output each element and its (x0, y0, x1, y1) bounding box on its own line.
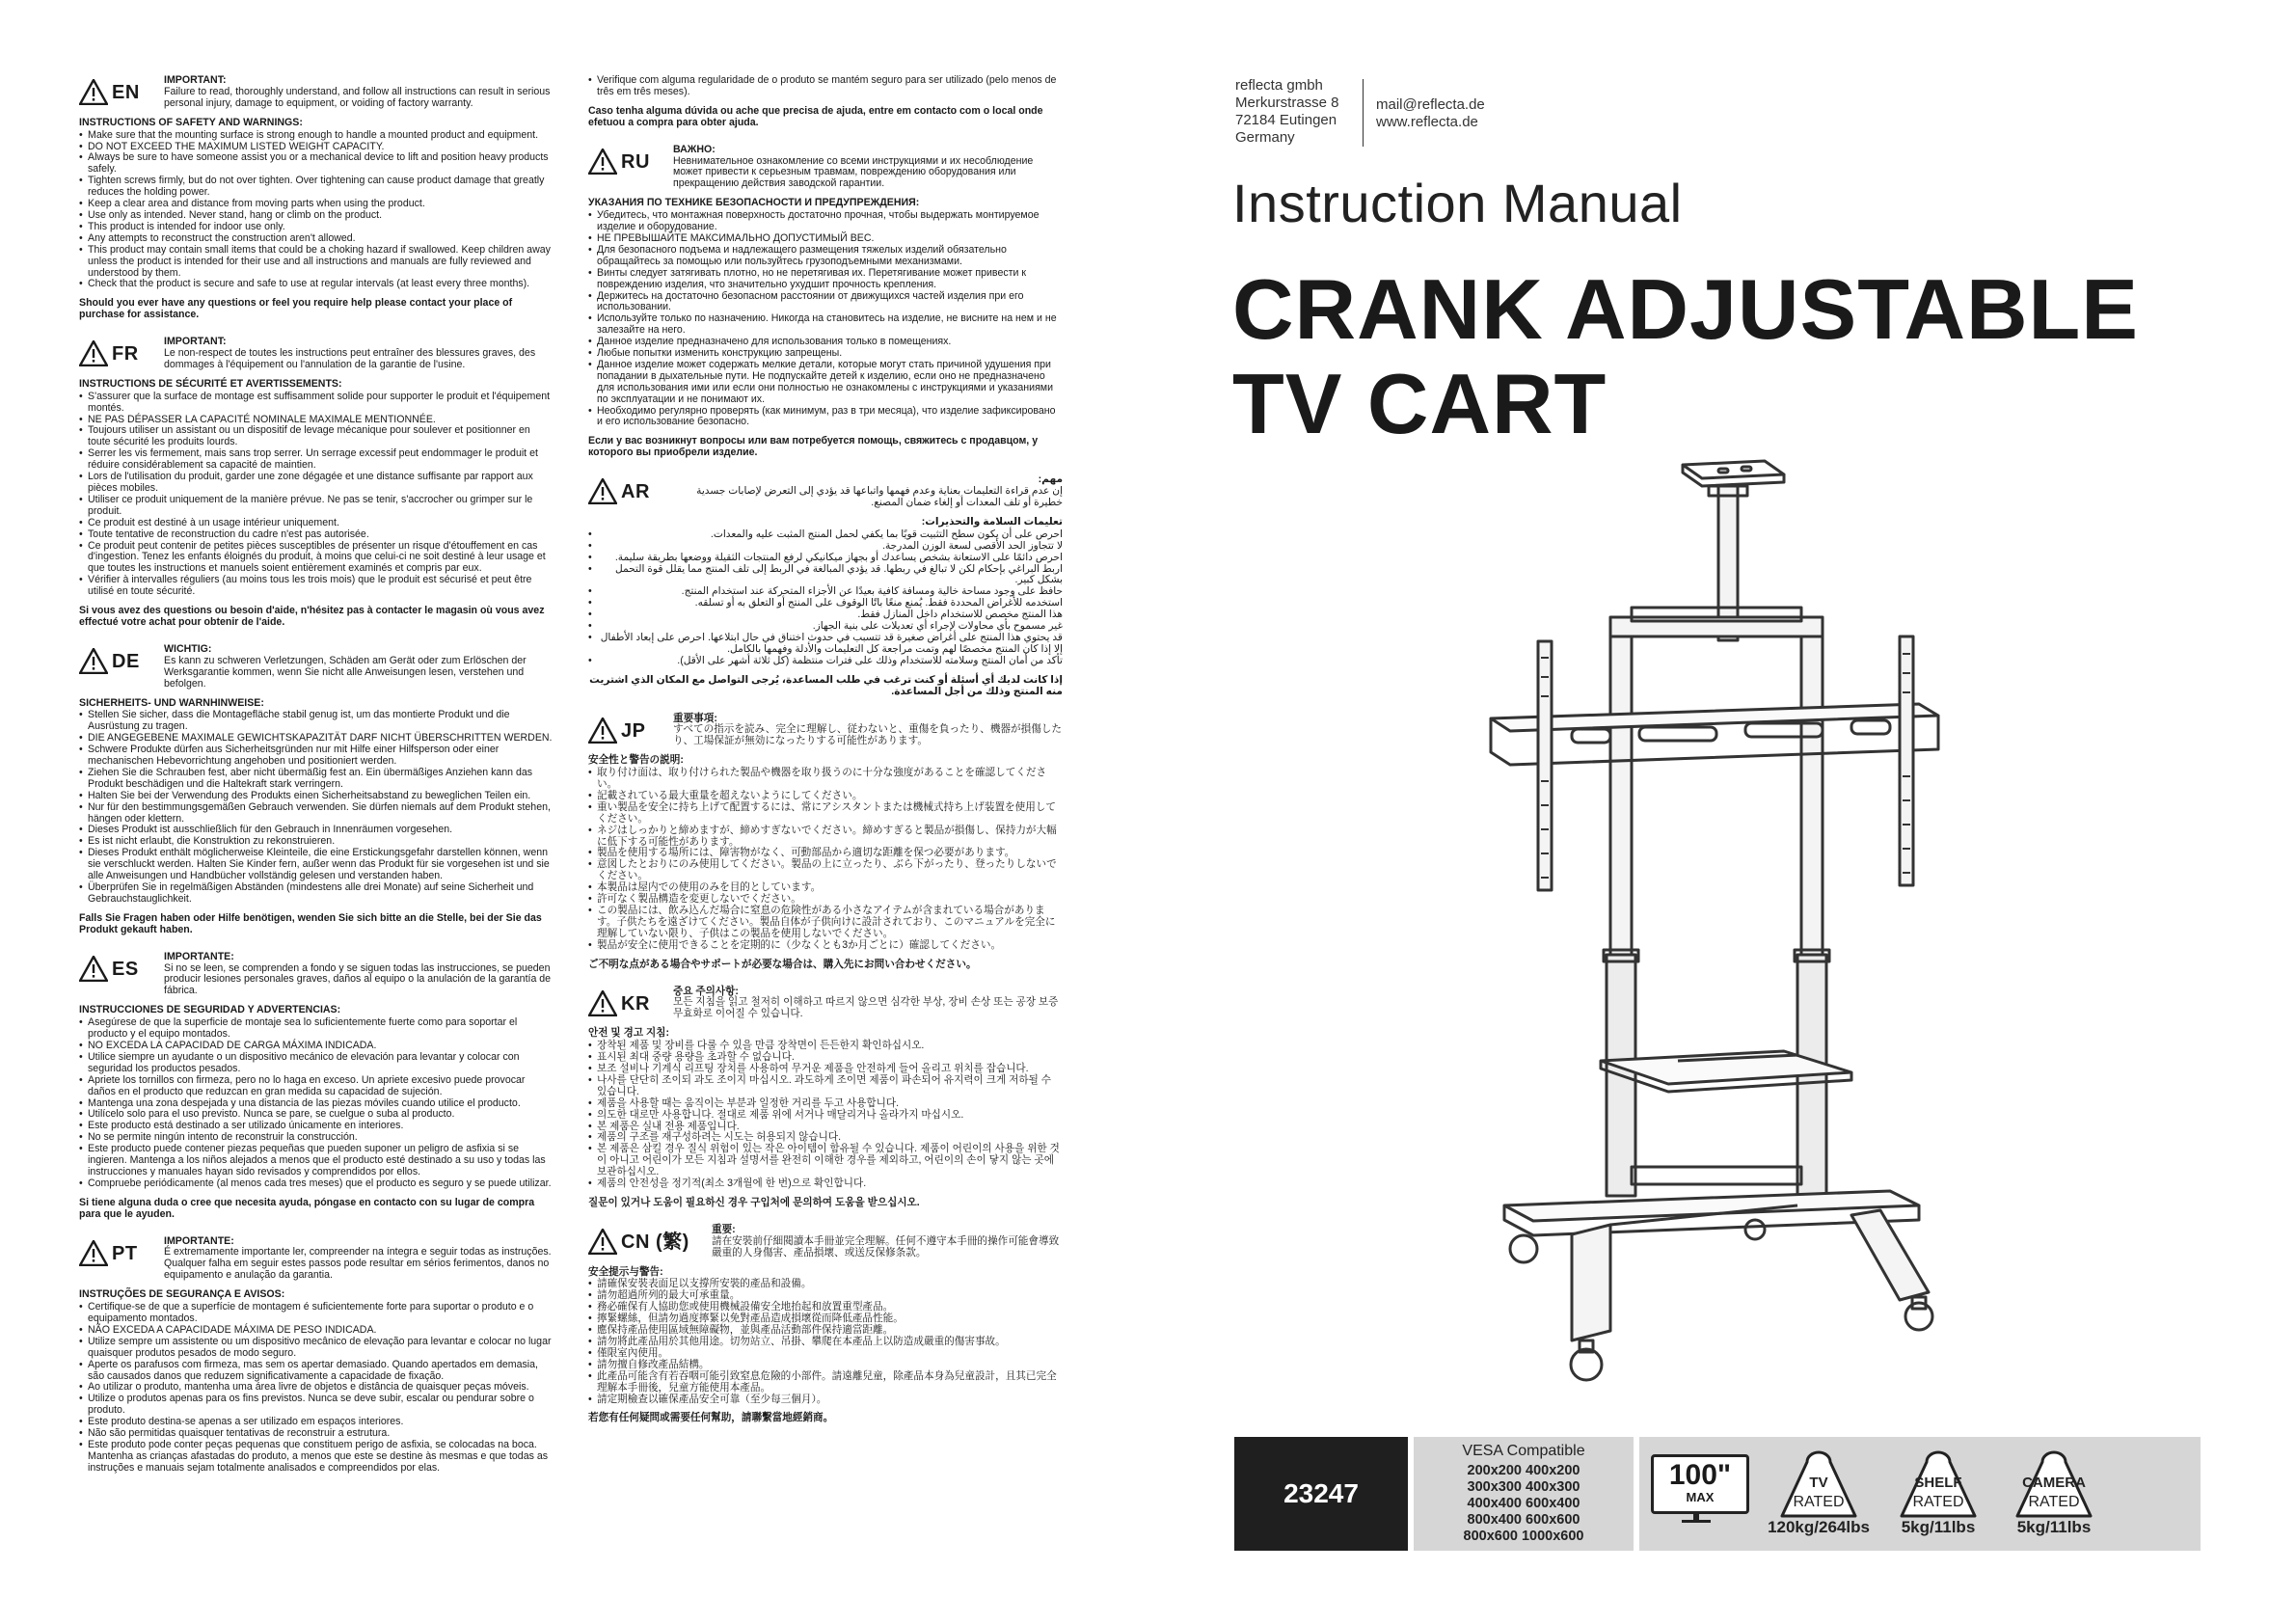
company-address (1235, 77, 1339, 147)
product-title (1232, 262, 2139, 451)
section-ar (588, 474, 1063, 697)
list-item: • 請定期檢查以確保產品安全可靠（至少每三個月）。 (588, 1394, 1063, 1406)
list-item: • حافظ على وجود مساحة خالية ومسافة كافية بعيدًا عن الأجزاء المتحركة عند استخدام المنتج. (588, 586, 1063, 598)
vesa-row: 800x400 600x600 (1467, 1512, 1580, 1528)
list-item: • Este produto destina-se apenas a ser utilizado em espaços interiores. (79, 1417, 554, 1428)
list-item: • Este producto puede contener piezas pequeñas que pueden suponer un peligro de asfixia si se ingieren. Mantenga a los niños alejados a menos que el producto esté destinado a su uso y todas las instrucciones y manuales hayan sido revisados y comprendidos por ellos. (79, 1144, 554, 1178)
list-item: • Asegúrese de que la superficie de montaje sea lo suficientemente fuerte como para soportar el producto y el equipo montados. (79, 1017, 554, 1041)
list-item: • Mantenga una zona despejada y una distancia de las piezas móviles cuando utilice el producto. (79, 1098, 554, 1110)
column-2 (588, 75, 1063, 1440)
list-item: • احرص دائمًا على الاستعانة بشخص يساعدك أو بجهاز ميكانيكي لرفع المنتجات الثقيلة ووضعها بطريقة سليمة. (588, 553, 1063, 564)
closing-text: Если у вас возникнут вопросы или вам потребуется помощь, свяжитесь с продавцом, у которого вы приобрели изделие. (588, 435, 1039, 459)
important-label: WICHTIG: (164, 642, 212, 655)
list-item: • 擰緊螺絲，但請勿過度擰緊以免對產品造成損壞從而降低產品性能。 (588, 1313, 1063, 1325)
list-item: • This product may contain small items that could be a choking hazard if swallowed. Keep children away unless the product is intended for their use and all instructions and manuals are fully reviewed and understood by them. (79, 245, 554, 280)
important-label: 중요 주의사항: (673, 985, 739, 997)
language-code: PT (112, 1242, 138, 1264)
section-jp (588, 714, 1063, 971)
company-country: Germany (1235, 129, 1295, 146)
safety-list (79, 392, 554, 598)
safety-list (79, 1017, 554, 1190)
closing-text: Si vous avez des questions ou besoin d'aide, n'hésitez pas à contacter le magasin où vous avez effectué votre achat pour obtenir de l'aide. (79, 605, 545, 628)
closing-text: إذا كانت لديك أي أسئلة أو كنت ترغب في طلب المساعدة، يُرجى التواصل مع المكان الذي اشتريت منه المنتج وذلك من أجل المساعدة. (589, 673, 1063, 697)
intro-text: すべての指示を読み、完全に理解し、従わないと、重傷を負ったり、機器が損傷したり、工場保証が無効になったりする可能性があります。 (673, 723, 1062, 747)
tv-badge-bottom: RATED (1793, 1494, 1845, 1510)
list-item: • NE PAS DÉPASSER LA CAPACITÉ NOMINALE MAXIMALE MENTIONNÉE. (79, 415, 554, 426)
language-code: EN (112, 82, 140, 103)
list-item: • Utilize sempre um assistente ou um dispositivo mecânico de elevação para levantar e colocar no lugar quaisquer produtos pesados de modo seguro. (79, 1337, 554, 1360)
safety-list (588, 1041, 1063, 1190)
column-1 (79, 75, 554, 1490)
list-item: • 표시된 최대 중량 용량을 초과할 수 없습니다. (588, 1052, 1063, 1064)
warning-icon (588, 149, 617, 175)
company-city: 72184 Eutingen (1235, 112, 1337, 128)
warning-icon (79, 956, 108, 982)
list-item: • Данное изделие предназначено для использования только в помещениях. (588, 337, 1063, 348)
safety-list (588, 75, 1063, 98)
intro-text: Невнимательное ознакомление со всеми инструкциями и их несоблюдение может привести к серьезным травмам, повреждению оборудования или прекращению действия заводской гарантии. (673, 154, 1034, 190)
company-name: reflecta gmbh (1235, 77, 1323, 94)
vesa-row: 300x300 400x300 (1467, 1479, 1580, 1495)
safety-list (79, 710, 554, 905)
list-item: • 請確保安裝表面足以支撐所安裝的產品和設備。 (588, 1279, 1063, 1290)
list-item: • DIE ANGEGEBENE MAXIMALE GEWICHTSKAPAZITÄT DARF NICHT ÜBERSCHRITTEN WERDEN. (79, 733, 554, 744)
list-item: • Este produto pode conter peças pequenas que constituem perigo de asfixia, se colocadas na boca. Mantenha as crianças afastadas do produto, a menos que este se destine às mesmas e que todas as instruções e manuais sejam totalmente analisados e compreendidos por elas. (79, 1440, 554, 1475)
warning-icon (588, 478, 617, 504)
list-item: • 取り付け面は、取り付けられた製品や機器を取り扱うのに十分な強度があることを確認してください。 (588, 768, 1063, 791)
closing-text: Falls Sie Fragen haben oder Hilfe benötigen, wenden Sie sich bitte an die Stelle, bei der Sie das Produkt gekauft haben. (79, 911, 542, 935)
list-item: • Ziehen Sie die Schrauben fest, aber nicht übermäßig fest an. Ein übermäßiges Anziehen kann das Produkt beschädigen und die Haltekraft stark verringern. (79, 768, 554, 791)
language-code: FR (112, 343, 139, 365)
list-item: • 請勿超過所列的最大可承重量。 (588, 1290, 1063, 1302)
list-item: • No se permite ningún intento de reconstruir la construcción. (79, 1132, 554, 1144)
section-heading: 安全提示与警告: (588, 1265, 663, 1278)
list-item: • 製品を使用する場所には、障害物がなく、可動部品から適切な距離を保つ必要があります。 (588, 848, 1063, 859)
vesa-title: VESA Compatible (1462, 1443, 1585, 1459)
intro-text: إن عدم قراءة التعليمات بعناية وعدم فهمها واتباعها قد يؤدي إلى التعرض لإصابات جسدية خطيرة أو تلف المعدات أو إلغاء ضمان المصنع. (696, 485, 1063, 508)
list-item: • Dieses Produkt ist ausschließlich für den Gebrauch in Innenräumen vorgesehen. (79, 825, 554, 836)
section-heading: تعليمات السلامة والتحذيرات: (921, 515, 1063, 528)
important-label: 重要: (712, 1223, 736, 1235)
product-number: 23247 (1234, 1437, 1408, 1551)
list-item: • Este producto está destinado a ser utilizado únicamente en interiores. (79, 1121, 554, 1132)
safety-list (588, 210, 1063, 428)
company-email[interactable]: mail@reflecta.de (1376, 96, 1485, 113)
list-item: • Utilícelo solo para el uso previsto. Nunca se pare, se cuelgue o suba al producto. (79, 1109, 554, 1121)
list-item: • Для безопасного подъема и надлежащего размещения тяжелых изделий обязательно обращайтесь за помощью или пользуйтесь грузоподъемными механизмами. (588, 245, 1063, 268)
list-item: • 제품의 안전성을 정기적(최소 3개월에 한 번)으로 확인합니다. (588, 1178, 1063, 1190)
list-item: • Lors de l'utilisation du produit, garder une zone dégagée et une distance suffisante par rapport aux pièces mobiles. (79, 472, 554, 495)
list-item: • Não são permitidas quaisquer tentativas de reconstruir a estrutura. (79, 1428, 554, 1440)
list-item: • Any attempts to reconstruct the construction aren't allowed. (79, 233, 554, 245)
section-en (79, 75, 554, 321)
section-heading: УКАЗАНИЯ ПО ТЕХНИКЕ БЕЗОПАСНОСТИ И ПРЕДУПРЕЖДЕНИЯ: (588, 197, 920, 209)
list-item: • 務必確保有人協助您或使用機械設備安全地抬起和放置重型產品。 (588, 1302, 1063, 1313)
section-pt-continued (588, 75, 1063, 129)
warning-icon (588, 717, 617, 744)
section-kr (588, 987, 1063, 1209)
section-heading: INSTRUCCIONES DE SEGURIDAD Y ADVERTENCIAS: (79, 1004, 341, 1016)
list-item: • قد يحتوي هذا المنتج على أغراض صغيرة قد تتسبب في حدوث اختناق في حال ابتلاعها. احرص على إبعاد الأطفال إلا إذا كان المنتج مخصصًا لهم وتمت مراجعة كل التعليمات والأدلة وفهمها بالكامل. (588, 633, 1063, 656)
closing-text: 질문이 있거나 도움이 필요하신 경우 구입처에 문의하여 도움을 받으십시오. (588, 1196, 920, 1208)
list-item: • Keep a clear area and distance from moving parts when using the product. (79, 199, 554, 210)
closing-text: Caso tenha alguma dúvida ou ache que precisa de ajuda, entre em contacto com o local onde efetuou a compra para obter ajuda. (588, 104, 1043, 128)
list-item: • 請勿擅自修改產品結構。 (588, 1360, 1063, 1371)
important-label: IMPORTANT: (164, 336, 227, 348)
important-label: IMPORTANTE: (164, 1234, 234, 1247)
list-item: • この製品には、飲み込んだ場合に窒息の危険性がある小さなアイテムが含まれている場合があります。子供たちを遠ざけてください。製品自体が子供向けに設計されており、このマニュアルを完全に理解していない限り、子供はこの製品を使用しないでください。 (588, 906, 1063, 940)
intro-text: É extremamente importante ler, compreender na íntegra e seguir todas as instruções. Qualquer falha em seguir estes passos pode resultar em sérios ferimentos, danos no equipamento e anulação da garantia. (164, 1246, 552, 1282)
rating-icons (1639, 1437, 2201, 1551)
shelf-badge-bottom: RATED (1912, 1494, 1964, 1510)
list-item: • اربط البراغي بإحكام لكن لا تبالغ في ربطها. قد يؤدي المبالغة في الربط إلى تلف المنتج مما يقلل قوة التحمل بشكل كبير. (588, 564, 1063, 587)
list-item: • Vérifier à intervalles réguliers (au moins tous les trois mois) que le produit est sécurisé et peut être utilisé en toute sécurité. (79, 575, 554, 598)
warning-icon (79, 648, 108, 674)
list-item: • 장착된 제품 및 장비를 다룰 수 있을 만큼 장착면이 든든한지 확인하십시오. (588, 1041, 1063, 1052)
list-item: • 僅限室內使用。 (588, 1348, 1063, 1360)
spec-bar (1234, 1437, 2201, 1551)
section-heading: INSTRUCTIONS OF SAFETY AND WARNINGS: (79, 116, 303, 128)
company-street: Merkurstrasse 8 (1235, 95, 1339, 111)
warning-icon (588, 990, 617, 1016)
list-item: • Certifique-se de que a superfície de montagem é suficientemente forte para suportar o produto e o equipamento montados. (79, 1302, 554, 1325)
important-label: 重要事項: (673, 712, 717, 724)
company-website[interactable]: www.reflecta.de (1376, 114, 1478, 130)
list-item: • 意図したとおりにのみ使用してください。製品の上に立ったり、ぶら下がったり、登ったりしないでください。 (588, 859, 1063, 882)
important-label: مهم: (1038, 474, 1063, 486)
intro-text: Es kann zu schweren Verletzungen, Schäden am Gerät oder zum Erlöschen der Werksgarantie kommen, wenn Sie nicht alle Anweisungen lesen, verstehen und befolgen. (164, 654, 527, 690)
list-item: • Винты следует затягивать плотно, но не перетягивая их. Перетягивание может привести к повреждению изделия, что значительно ухудшит прочность крепления. (588, 268, 1063, 291)
list-item: • Apriete los tornillos con firmeza, pero no lo haga en exceso. Un apriete excesivo puede provocar daños en el producto que reduzcan en gran medida su capacidad de sujeción. (79, 1075, 554, 1098)
language-code: ES (112, 958, 139, 980)
shelf-badge-top: SHELF (1914, 1475, 1962, 1491)
list-item: • Stellen Sie sicher, dass die Montagefläche stabil genug ist, um das montierte Produkt und die Ausrüstung zu tragen. (79, 710, 554, 733)
list-item: • S'assurer que la surface de montage est suffisamment solide pour supporter le produit et l'équipement montés. (79, 392, 554, 415)
vesa-compatibility (1414, 1437, 1634, 1551)
intro-text: 모든 지침을 읽고 철저히 이해하고 따르지 않으면 심각한 부상, 장비 손상 또는 공장 보증 무효화로 이어질 수 있습니다. (673, 996, 1059, 1020)
list-item: • 제품의 구조를 재구성하려는 시도는 허용되지 않습니다. (588, 1132, 1063, 1144)
list-item: • Schwere Produkte dürfen aus Sicherheitsgründen nur mit Hilfe einer Hilfsperson oder einer mechanischen Hebevorrichtung angehoben und positioniert werden. (79, 744, 554, 768)
list-item: • هذا المنتج مخصص للاستخدام داخل المنازل فقط. (588, 609, 1063, 621)
language-code: DE (112, 650, 140, 672)
list-item: • 此產品可能含有若吞咽可能引致窒息危險的小部件。請遠離兒童，除產品本身為兒童設計，且其已完全理解本手冊後，兒童方能使用本產品。 (588, 1371, 1063, 1394)
list-item: • غير مسموح بأي محاولات لإجراء أي تعديلات على بنية الجهاز. (588, 621, 1063, 633)
tv-size-value: 100" (1668, 1459, 1732, 1491)
language-code: AR (621, 481, 650, 503)
list-item: • Данное изделие может содержать мелкие детали, которые могут стать причиной удушения при попадании в дыхательные пути. Не подпускайте детей к изделию, если оно не предназначено для использования ими или если они полностью не ознакомлены с инструкциями и указаниями по эксплуатации и не понимают их. (588, 360, 1063, 406)
shelf-rating: 5kg/11lbs (1901, 1518, 1976, 1536)
section-de (79, 644, 554, 936)
camera-badge-top: CAMERA (2022, 1475, 2086, 1491)
section-heading: 安全性と警告の説明: (588, 754, 684, 767)
list-item: • Toute tentative de reconstruction du cadre n'est pas autorisée. (79, 529, 554, 541)
tv-cart-illustration (1466, 444, 1986, 1413)
tv-rating: 120kg/264lbs (1768, 1518, 1870, 1536)
list-item: • Use only as intended. Never stand, hang or climb on the product. (79, 210, 554, 222)
intro-text: Si no se leen, se comprenden a fondo y se siguen todas las instrucciones, se pueden producir lesiones personales graves, daños al equipo o la anulación de la garantía de fábrica. (164, 961, 552, 997)
list-item: • 應保持產品使用區域無障礙物，並與產品活動部件保持適當距離。 (588, 1325, 1063, 1337)
section-cn (588, 1225, 1063, 1425)
closing-text: Should you ever have any questions or feel you require help please contact your place of purchase for assistance. (79, 297, 513, 321)
list-item: • Utilice siempre un ayudante o un dispositivo mecánico de elevación para levantar y colocar con seguridad los productos pesados. (79, 1052, 554, 1075)
language-code: KR (621, 992, 650, 1015)
list-item: • Необходимо регулярно проверять (как минимум, раз в три месяца), что изделие зафиксировано и его использование безопасно. (588, 406, 1063, 429)
product-title-line-2: TV CART (1232, 356, 1607, 451)
section-pt (79, 1236, 554, 1475)
closing-text: ご不明な点がある場合やサポートが必要な場合は、購入先にお問い合わせください。 (588, 958, 977, 970)
company-contact (1376, 96, 1485, 131)
vesa-row: 200x200 400x200 (1467, 1463, 1580, 1478)
list-item: • 보조 설비나 기계식 리프팅 장치를 사용하여 무거운 제품을 안전하게 들어 올리고 위치를 잡습니다. (588, 1064, 1063, 1075)
section-heading: SICHERHEITS- UND WARNHINWEISE: (79, 696, 264, 709)
list-item: • 의도한 대로만 사용합니다. 절대로 제품 위에 서거나 매달리거나 올라가지 마십시오. (588, 1110, 1063, 1122)
list-item: • استخدمه للأغراض المحددة فقط. يُمنع منعًا باتًا الوقوف على المنتج أو التعلق به أو تسلقه. (588, 598, 1063, 609)
language-code: JP (621, 719, 646, 742)
list-item: • 製品が安全に使用できることを定期的に（少なくとも3か月ごとに）確認してください。 (588, 940, 1063, 952)
list-item: • 請勿將此產品用於其他用途。切勿站立、吊掛、攀爬在本產品上以防造成嚴重的傷害事故。 (588, 1337, 1063, 1348)
important-label: ВАЖНО: (673, 143, 716, 155)
safety-list (79, 130, 554, 291)
intro-text: Failure to read, thoroughly understand, and follow all instructions can result in serious personal injury, damage to equipment, or voiding of factory warranty. (164, 85, 551, 109)
section-heading: INSTRUCTIONS DE SÉCURITÉ ET AVERTISSEMENTS: (79, 377, 342, 390)
closing-text: 若您有任何疑問或需要任何幫助，請聯繫當地經銷商。 (588, 1412, 834, 1424)
list-item: • НЕ ПРЕВЫШАЙТЕ МАКСИМАЛЬНО ДОПУСТИМЫЙ ВЕС. (588, 233, 1063, 245)
weight-icon-camera (2010, 1450, 2098, 1520)
section-fr (79, 337, 554, 629)
list-item: • Aperte os parafusos com firmeza, mas sem os apertar demasiado. Quando apertados em demasia, são causados danos que reduzem significativamente a capacidade de fixação. (79, 1360, 554, 1383)
warning-icon (588, 1229, 617, 1255)
section-ru (588, 145, 1063, 460)
section-heading: INSTRUÇÕES DE SEGURANÇA E AVISOS: (79, 1288, 285, 1301)
safety-list (588, 1279, 1063, 1405)
product-title-line-1: CRANK ADJUSTABLE (1232, 261, 2139, 357)
list-item: • Ce produit est destiné à un usage intérieur uniquement. (79, 518, 554, 529)
list-item: • NÃO EXCEDA A CAPACIDADE MÁXIMA DE PESO INDICADA. (79, 1325, 554, 1337)
manual-label: Instruction Manual (1232, 173, 1683, 233)
list-item: • Make sure that the mounting surface is strong enough to handle a mounted product and equipment. (79, 130, 554, 142)
important-label: IMPORTANTE: (164, 950, 234, 962)
tv-stand-icon (1693, 1512, 1699, 1520)
weight-icon-shelf (1894, 1450, 1983, 1520)
camera-badge-bottom: RATED (2028, 1494, 2080, 1510)
language-code: CN (繁) (621, 1231, 689, 1253)
section-es (79, 952, 554, 1221)
list-item: • 본 제품은 실내 전용 제품입니다. (588, 1122, 1063, 1133)
list-item: • ネジはしっかりと締めますが、締めすぎないでください。締めすぎると製品が損傷し、保持力が大幅に低下する可能性があります。 (588, 826, 1063, 849)
list-item: • لا تتجاوز الحد الأقصى لسعة الوزن المدرجة. (588, 541, 1063, 553)
list-item: • NO EXCEDA LA CAPACIDAD DE CARGA MÁXIMA INDICADA. (79, 1041, 554, 1052)
list-item: • 重い製品を安全に持ち上げて配置するには、常にアシスタントまたは機械式持ち上げ装置を使用してください。 (588, 802, 1063, 826)
list-item: • Nur für den bestimmungsgemäßen Gebrauch verwenden. Sie dürfen niemals auf dem Produkt stehen, hängen oder klettern. (79, 802, 554, 826)
divider (1363, 79, 1364, 147)
intro-text: Le non-respect de toutes les instructions peut entraîner des blessures graves, des dommages à l'équipement ou l'annulation de la garantie de l'usine. (164, 347, 536, 370)
list-item: • Ce produit peut contenir de petites pièces susceptibles de présenter un risque d'étouffement en cas d'ingestion. Tenez les enfants éloignés du produit, à moins que celui-ci ne soit destiné à leur usage et que toutes les instructions et manuels soient entièrement examinés et compris par eux. (79, 541, 554, 576)
weight-icon-tv (1774, 1450, 1863, 1520)
list-item: • Используйте только по назначению. Никогда на становитесь на изделие, не висните на нем и не залезайте на него. (588, 313, 1063, 337)
list-item: • احرص على أن يكون سطح التثبيت قويًا بما يكفي لحمل المنتج المثبت عليه والمعدات. (588, 529, 1063, 541)
list-item: • 본 제품은 삼킬 경우 질식 위험이 있는 작은 아이템이 함유될 수 있습니다. 제품이 어린이의 사용을 위한 것이 아니고 어린이가 모든 지침과 설명서를 완전히 이해한 경우를 제외하고, 어린이의 손이 닿지 않는 곳에 보관하십시오. (588, 1144, 1063, 1178)
list-item: • 제품을 사용할 때는 움직이는 부분과 일정한 거리를 두고 사용합니다. (588, 1098, 1063, 1110)
list-item: • Always be sure to have someone assist you or a mechanical device to lift and position heavy products safely. (79, 152, 554, 176)
safety-list (79, 1302, 554, 1475)
list-item: • Убедитесь, что монтажная поверхность достаточно прочная, чтобы выдержать монтируемое изделие и оборудование. (588, 210, 1063, 233)
tv-base-icon (1682, 1520, 1711, 1523)
tv-size-icon (1651, 1454, 1749, 1514)
list-item: • Dieses Produkt enthält möglicherweise Kleinteile, die eine Erstickungsgefahr darstellen können, wenn sie verschluckt werden. Halten Sie Kinder fern, außer wenn das Produkt für sie vorgesehen ist und sie alle Anweisungen und Handbücher vollständig gelesen und verstanden haben. (79, 848, 554, 882)
closing-text: Si tiene alguna duda o cree que necesita ayuda, póngase en contacto con su lugar de compra para que le ayuden. (79, 1196, 535, 1220)
list-item: • Utilize o produtos apenas para os fins previstos. Nunca se deve subir, escalar ou pendurar sobre o produto. (79, 1394, 554, 1417)
safety-list (588, 768, 1063, 952)
list-item: • This product is intended for indoor use only. (79, 222, 554, 233)
tv-size-label: MAX (1686, 1490, 1715, 1504)
list-item: • Check that the product is secure and safe to use at regular intervals (at least every three months). (79, 279, 554, 290)
list-item: • Любые попытки изменить конструкцию запрещены. (588, 348, 1063, 360)
warning-icon (79, 340, 108, 366)
list-item: • Toujours utiliser un assistant ou un dispositif de levage mécanique pour soulever et positionner en toute sécurité les produits lourds. (79, 425, 554, 448)
list-item: • 本製品は屋内での使用のみを目的としています。 (588, 882, 1063, 894)
warning-icon (79, 79, 108, 105)
list-item: • Serrer les vis fermement, mais sans trop serrer. Un serrage excessif peut endommager le produit et réduire considérablement sa capacité de maintien. (79, 448, 554, 472)
intro-text: 請在安裝前仔細閱讀本手冊並完全理解。任何不遵守本手冊的操作可能會導致嚴重的人身傷害、產品損壞、或送反保修条款。 (712, 1234, 1060, 1259)
list-item: • DO NOT EXCEED THE MAXIMUM LISTED WEIGHT CAPACITY. (79, 142, 554, 153)
list-item: • Ao utilizar o produto, mantenha uma área livre de objetos e distância de quaisquer peças móveis. (79, 1382, 554, 1394)
language-code: RU (621, 150, 650, 173)
list-item: • Tighten screws firmly, but do not over tighten. Over tightening can cause product damage that greatly reduces the holding power. (79, 176, 554, 199)
list-item: • 許可なく製品構造を変更しないでください。 (588, 894, 1063, 906)
list-item: • Compruebe periódicamente (al menos cada tres meses) que el producto es seguro y se puede utilizar. (79, 1178, 554, 1190)
camera-rating: 5kg/11lbs (2016, 1518, 2092, 1536)
list-item: • تأكد من أمان المنتج وسلامته للاستخدام وذلك على فترات منتظمة (كل ثلاثة أشهر على الأقل). (588, 656, 1063, 667)
list-item: • Utiliser ce produit uniquement de la manière prévue. Ne pas se tenir, s'accrocher ou grimper sur le produit. (79, 495, 554, 518)
list-item: • Halten Sie bei der Verwendung des Produkts einen Sicherheitsabstand zu beweglichen Teilen ein. (79, 791, 554, 802)
list-item: • Verifique com alguma regularidade de o produto se mantém seguro para ser utilizado (pelo menos de três em três meses). (588, 75, 1063, 98)
tv-badge-top: TV (1809, 1475, 1828, 1491)
list-item: • Es ist nicht erlaubt, die Konstruktion zu rekonstruieren. (79, 836, 554, 848)
list-item: • Überprüfen Sie in regelmäßigen Abständen (mindestens alle drei Monate) auf seine Sicherheit und Gebrauchstauglichkeit. (79, 882, 554, 906)
list-item: • Держитесь на достаточно безопасном расстоянии от движущихся частей изделия при его использовании. (588, 291, 1063, 314)
list-item: • 나사를 단단히 조이되 과도 조이지 마십시오. 과도하게 조이면 제품이 파손되어 유지력이 크게 저하될 수 있습니다. (588, 1075, 1063, 1098)
safety-list (588, 529, 1063, 667)
vesa-row: 800x600 1000x600 (1463, 1529, 1584, 1544)
section-heading: 안전 및 경고 지침: (588, 1027, 669, 1040)
list-item: • 記載されている最大重量を超えないようにしてください。 (588, 791, 1063, 802)
important-label: IMPORTANT: (164, 74, 227, 86)
vesa-row: 400x400 600x400 (1467, 1496, 1580, 1511)
warning-icon (79, 1240, 108, 1266)
